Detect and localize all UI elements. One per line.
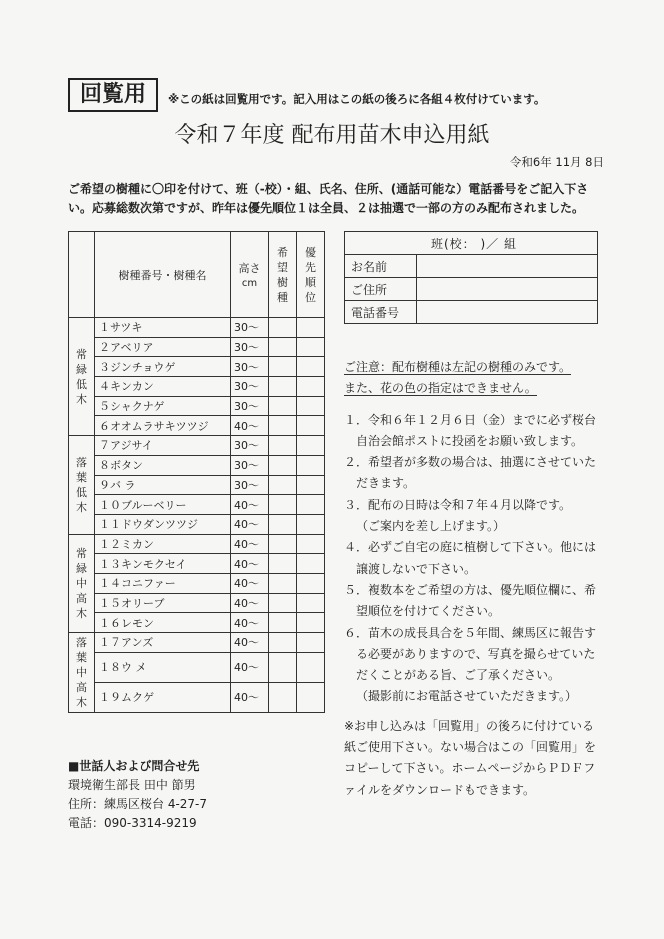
contact-role: 環境衛生部長 田中 節男 xyxy=(68,778,196,792)
wish-cell[interactable] xyxy=(269,396,297,416)
intro-line: ご希望の樹種に〇印を付けて、班（-校）・組、氏名、住所、(通話可能な）電話番号をご記入下さ xyxy=(68,182,589,196)
tree-height: 40〜 xyxy=(231,573,269,593)
tree-group-text: 常緑中高木 xyxy=(76,546,87,620)
tree-name: ７アジサイ xyxy=(95,436,231,456)
tree-row xyxy=(69,337,325,357)
issue-date: 令和6年 11月 8日 xyxy=(509,155,604,169)
priority-cell[interactable] xyxy=(297,337,325,357)
wish-cell[interactable] xyxy=(269,593,297,613)
contact-row xyxy=(345,278,598,301)
phone-label: 電話番号 xyxy=(345,301,417,324)
tree-height: 40〜 xyxy=(231,416,269,436)
tree-height: 30〜 xyxy=(231,318,269,338)
priority-cell[interactable] xyxy=(297,534,325,554)
intro-text xyxy=(68,180,608,218)
contact-header-row xyxy=(345,232,598,255)
intro-line: い。応募総数次第ですが、昨年は優先順位１は全員、２は抽選で一部の方のみ配布されました。 xyxy=(68,201,585,215)
wish-cell[interactable] xyxy=(269,573,297,593)
wish-cell[interactable] xyxy=(269,436,297,456)
tree-height: 40〜 xyxy=(231,613,269,633)
note-item-6-sub: （撮影前にお電話させていただきます。） xyxy=(356,689,578,704)
priority-cell[interactable] xyxy=(297,573,325,593)
tree-name: １８ウ メ xyxy=(95,652,231,682)
wish-cell[interactable] xyxy=(269,416,297,436)
wish-cell[interactable] xyxy=(269,377,297,397)
tree-name: ８ボタン xyxy=(95,455,231,475)
header-priority xyxy=(297,232,325,318)
contact-heading: ■世話人および問合せ先 xyxy=(68,759,200,773)
tree-name: １５オリーブ xyxy=(95,593,231,613)
tree-group-label xyxy=(69,436,95,534)
tree-row xyxy=(69,554,325,574)
tree-name: ５シャクナゲ xyxy=(95,396,231,416)
address-field[interactable] xyxy=(417,278,598,301)
tree-row xyxy=(69,633,325,653)
priority-cell[interactable] xyxy=(297,682,325,712)
tree-name: １６レモン xyxy=(95,613,231,633)
caution-line: また、花の色の指定はできません。 xyxy=(344,381,537,396)
priority-cell[interactable] xyxy=(297,475,325,495)
tree-height: 30〜 xyxy=(231,436,269,456)
tree-height: 30〜 xyxy=(231,455,269,475)
tree-name: １サツキ xyxy=(95,318,231,338)
wish-cell[interactable] xyxy=(269,318,297,338)
tree-height: 40〜 xyxy=(231,682,269,712)
tree-name: １９ムクゲ xyxy=(95,682,231,712)
priority-cell[interactable] xyxy=(297,495,325,515)
notes-section xyxy=(344,357,606,801)
contact-row xyxy=(345,301,598,324)
tree-group-label xyxy=(69,534,95,632)
caution-text xyxy=(344,357,606,400)
wish-cell[interactable] xyxy=(269,652,297,682)
tree-group-text: 落葉低木 xyxy=(76,455,87,514)
tree-row xyxy=(69,475,325,495)
tree-name: ６オオムラサキツツジ xyxy=(95,416,231,436)
contact-address: 住所：練馬区桜台 4-27-7 xyxy=(68,797,208,811)
tree-name: １２ミカン xyxy=(95,534,231,554)
address-label: ご住所 xyxy=(345,278,417,301)
contact-phone: 電話：090-3314-9219 xyxy=(68,816,197,830)
circulation-badge: 回覧用 xyxy=(68,78,158,112)
tree-row xyxy=(69,318,325,338)
tree-row xyxy=(69,416,325,436)
closing-note: ※お申し込みは「回覧用」の後ろに付けている紙ご使用下さい。ない場合はこの「回覧用」をコピーして下さい。ホームページからＰＤＦファイルをダウンロードもできます。 xyxy=(344,718,597,797)
name-field[interactable] xyxy=(417,255,598,278)
note-item-2: ２．希望者が多数の場合は、抽選にさせていただきます。 xyxy=(344,455,597,491)
wish-cell[interactable] xyxy=(269,613,297,633)
tree-height: 40〜 xyxy=(231,514,269,534)
tree-group-label xyxy=(69,318,95,436)
priority-cell[interactable] xyxy=(297,377,325,397)
tree-group-label xyxy=(69,633,95,713)
top-note: ※この紙は回覧用です。記入用はこの紙の後ろに各組４枚付けています。 xyxy=(168,92,546,106)
priority-cell[interactable] xyxy=(297,357,325,377)
tree-height: 40〜 xyxy=(231,652,269,682)
header-height-label: 高さ xyxy=(238,262,261,275)
tree-row xyxy=(69,377,325,397)
tree-row xyxy=(69,534,325,554)
tree-height: 30〜 xyxy=(231,337,269,357)
priority-cell[interactable] xyxy=(297,455,325,475)
tree-row xyxy=(69,573,325,593)
tree-row xyxy=(69,436,325,456)
header-wish-label: 希望樹種 xyxy=(277,245,288,304)
contact-row xyxy=(345,255,598,278)
tree-name: ９バ ラ xyxy=(95,475,231,495)
wish-cell[interactable] xyxy=(269,534,297,554)
tree-row xyxy=(69,357,325,377)
group-class-field[interactable]: 班(校： )／ 組 xyxy=(345,232,598,255)
header-height-unit: cm xyxy=(241,278,258,289)
caution-line: ご注意：配布樹種は左記の樹種のみです。 xyxy=(344,360,572,374)
wish-cell[interactable] xyxy=(269,495,297,515)
tree-name: ２アベリア xyxy=(95,337,231,357)
priority-cell[interactable] xyxy=(297,613,325,633)
header-wish xyxy=(269,232,297,318)
tree-name: １０ブルーベリー xyxy=(95,495,231,515)
tree-group-text: 常緑低木 xyxy=(76,347,87,406)
note-item-3-sub: （ご案内を差し上げます。） xyxy=(356,519,506,534)
tree-name: １４コニファー xyxy=(95,573,231,593)
tree-name: ４キンカン xyxy=(95,377,231,397)
contact-form xyxy=(344,231,598,324)
wish-cell[interactable] xyxy=(269,357,297,377)
priority-cell[interactable] xyxy=(297,593,325,613)
tree-row xyxy=(69,495,325,515)
header-name: 樹種番号・樹種名 xyxy=(95,232,231,318)
tree-group-text: 落葉中高木 xyxy=(76,635,87,709)
tree-height: 30〜 xyxy=(231,396,269,416)
priority-cell[interactable] xyxy=(297,396,325,416)
priority-cell[interactable] xyxy=(297,652,325,682)
header-priority-label: 優先順位 xyxy=(305,245,316,304)
tree-height: 30〜 xyxy=(231,475,269,495)
wish-cell[interactable] xyxy=(269,475,297,495)
tree-height: 30〜 xyxy=(231,377,269,397)
note-item-6: ６．苗木の成長具合を５年間、練馬区に報告する必要がありますので、写真を撮らせていただくことがある旨、ご了承ください。 xyxy=(344,625,597,683)
tree-row xyxy=(69,396,325,416)
note-item-4: ４．必ずご自宅の庭に植樹して下さい。他には譲渡しないで下さい。 xyxy=(344,540,597,576)
priority-cell[interactable] xyxy=(297,554,325,574)
note-item-5: ５．複数本をご希望の方は、優先順位欄に、希望順位を付けてください。 xyxy=(344,582,597,619)
tree-height: 40〜 xyxy=(231,554,269,574)
tree-height: 40〜 xyxy=(231,633,269,653)
tree-row xyxy=(69,455,325,475)
tree-row xyxy=(69,682,325,712)
page-title: 令和７年度 配布用苗木申込用紙 xyxy=(174,123,490,148)
phone-field[interactable] xyxy=(417,301,598,324)
priority-cell[interactable] xyxy=(297,436,325,456)
tree-row xyxy=(69,652,325,682)
wish-cell[interactable] xyxy=(269,633,297,653)
tree-height: 40〜 xyxy=(231,534,269,554)
tree-name: １７アンズ xyxy=(95,633,231,653)
wish-cell[interactable] xyxy=(269,455,297,475)
tree-name: １１ドウダンツツジ xyxy=(95,514,231,534)
contact-info xyxy=(68,757,207,833)
header-category xyxy=(69,232,95,318)
wish-cell[interactable] xyxy=(269,514,297,534)
tree-row xyxy=(69,514,325,534)
priority-cell[interactable] xyxy=(297,514,325,534)
priority-cell[interactable] xyxy=(297,633,325,653)
note-item-1: １．令和６年１２月６日（金）までに必ず桜台自治会館ポストに投函をお願い致します。 xyxy=(344,412,597,448)
tree-height: 30〜 xyxy=(231,357,269,377)
priority-cell[interactable] xyxy=(297,318,325,338)
tree-row xyxy=(69,593,325,613)
priority-cell[interactable] xyxy=(297,416,325,436)
tree-name: １３キンモクセイ xyxy=(95,554,231,574)
name-label: お名前 xyxy=(345,255,417,278)
tree-table-header xyxy=(69,232,325,318)
wish-cell[interactable] xyxy=(269,682,297,712)
wish-cell[interactable] xyxy=(269,337,297,357)
tree-height: 40〜 xyxy=(231,495,269,515)
tree-name: ３ジンチョウゲ xyxy=(95,357,231,377)
tree-table xyxy=(68,231,325,713)
tree-row xyxy=(69,613,325,633)
note-item-3: ３．配布の日時は令和７年４月以降です。 xyxy=(344,497,572,512)
header-height xyxy=(231,232,269,318)
wish-cell[interactable] xyxy=(269,554,297,574)
tree-height: 40〜 xyxy=(231,593,269,613)
